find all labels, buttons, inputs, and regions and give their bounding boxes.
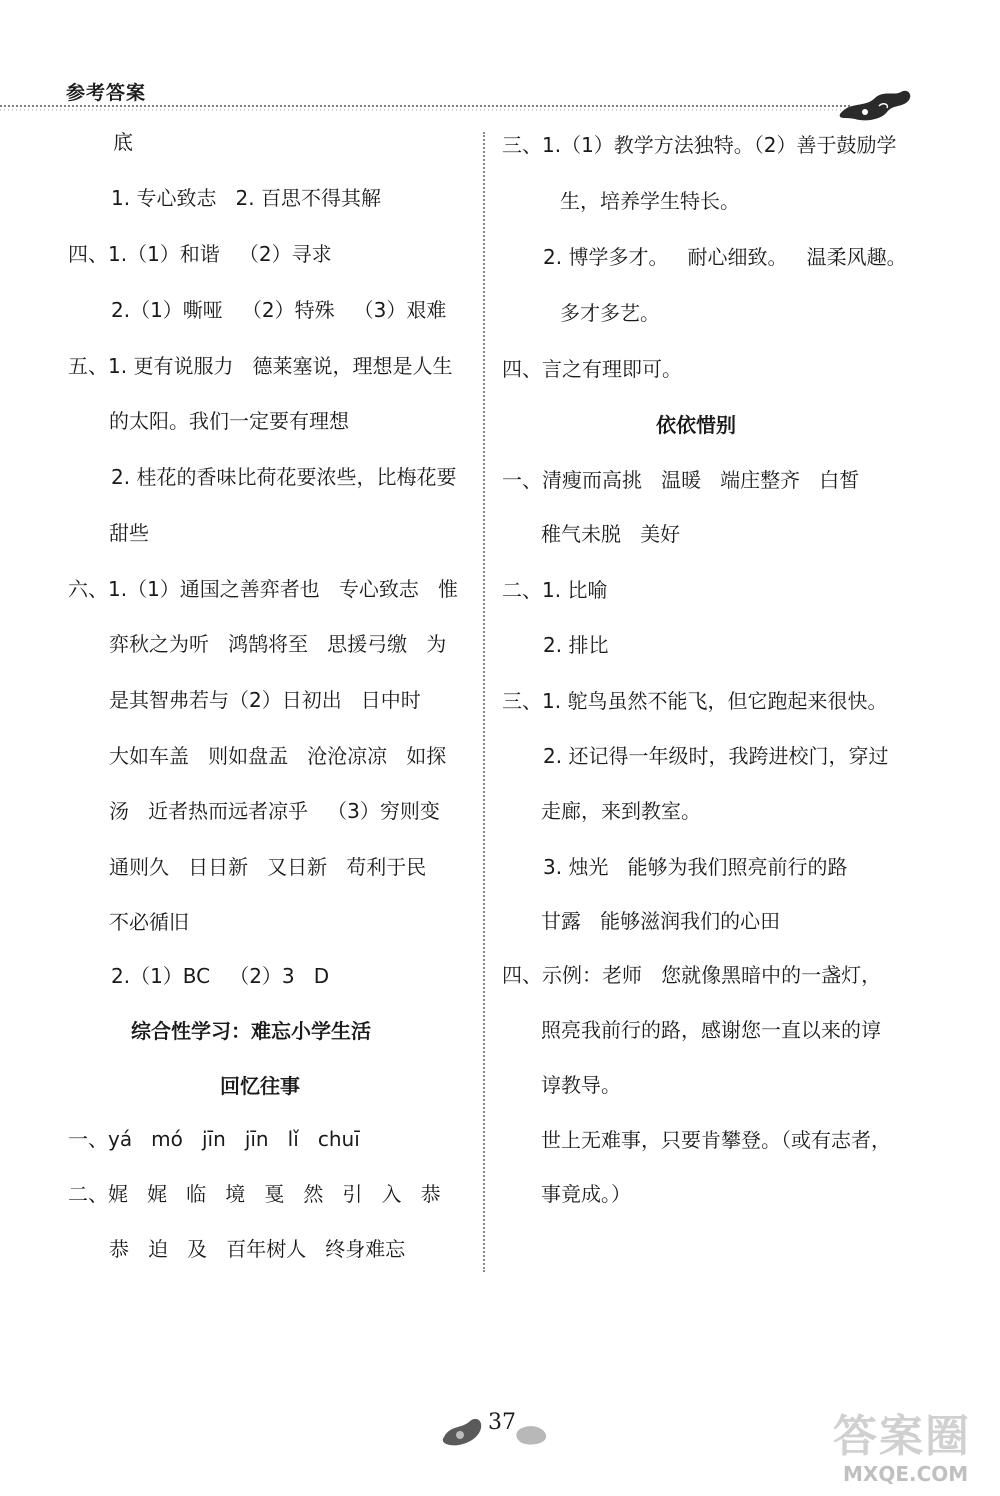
header-rule [0,104,850,112]
answer-line: 三、1.（1）教学方法独特。（2）善于鼓励学 [502,133,897,157]
answer-line: 多才多艺。 [560,301,660,325]
answer-line: 是其智弗若与（2）日初出 日中时 [109,688,421,712]
ink-splash-icon [835,86,915,126]
answer-line: 恭 迫 及 百年树人 终身难忘 [109,1237,406,1261]
answer-line: 不必循旧 [109,910,189,934]
answer-line: 四、言之有理即可。 [502,357,682,381]
answer-line: 照亮我前行的路，感谢您一直以来的谆 [541,1018,881,1042]
answer-line: 生，培养学生特长。 [560,189,740,213]
answer-line: 六、1.（1）通国之善弈者也 专心致志 惟 [68,577,458,601]
answer-line: 事竟成。） [541,1182,631,1206]
watermark-url: MXQE.COM [843,1462,969,1486]
answer-line: 四、示例：老师 您就像黑暗中的一盏灯， [502,963,882,987]
answer-line: 一、清瘦而高挑 温暖 端庄整齐 白皙 [502,468,860,492]
answer-line: 世上无难事，只要肯攀登。（或有志者， [541,1128,891,1152]
section-heading: 回忆往事 [220,1074,300,1098]
answer-line: 3. 烛光 能够为我们照亮前行的路 [543,855,848,879]
answer-line: 四、1.（1）和谐 （2）寻求 [68,242,332,266]
answer-line: 谆教导。 [541,1073,621,1097]
answer-line: 汤 近者热而远者凉乎 （3）穷则变 [109,799,440,823]
page-title: 参考答案 [66,82,147,104]
answer-line: 的太阳。我们一定要有理想 [109,409,349,433]
answer-line: 稚气未脱 美好 [541,522,681,546]
answer-line: 弈秋之为听 鸿鹄将至 思援弓缴 为 [109,632,447,656]
answer-line: 2. 排比 [543,633,609,657]
answer-line: 二、娓 娓 临 境 戛 然 引 入 恭 [68,1182,441,1206]
answer-line: 走廊，来到教室。 [541,799,701,823]
answer-line: 2.（1）嘶哑 （2）特殊 （3）艰难 [111,298,447,322]
answer-line: 1. 专心致志 2. 百思不得其解 [111,186,381,210]
answer-line: 三、1. 鸵鸟虽然不能飞，但它跑起来很快。 [502,689,888,713]
answer-line: 五、1. 更有说服力 德莱塞说，理想是人生 [68,354,453,378]
answer-line: 2. 博学多才。 耐心细致。 温柔风趣。 [543,245,907,269]
answer-line: 甘露 能够滋润我们的心田 [541,909,781,933]
page-number: 37 [488,1410,516,1435]
answer-line: 二、1. 比喻 [502,578,608,602]
watermark [825,1400,995,1490]
answer-line: 一、yá mó jīn jīn lǐ chuī [68,1127,360,1151]
column-divider [483,132,485,1272]
answer-line: 通则久 日日新 又日新 苟利于民 [109,855,427,879]
watermark-logo: 答案圈 [833,1411,971,1462]
answer-line: 底 [113,130,133,154]
answer-line: 2. 还记得一年级时，我跨进校门，穿过 [543,744,889,768]
section-heading: 综合性学习：难忘小学生活 [131,1019,371,1043]
answer-line: 甜些 [109,521,149,545]
answer-line: 2.（1）BC （2）3 D [111,964,330,988]
answer-line: 大如车盖 则如盘盂 沧沧凉凉 如探 [109,744,447,768]
answer-line: 2. 桂花的香味比荷花要浓些，比梅花要 [111,465,457,489]
section-heading: 依依惜别 [656,413,736,437]
